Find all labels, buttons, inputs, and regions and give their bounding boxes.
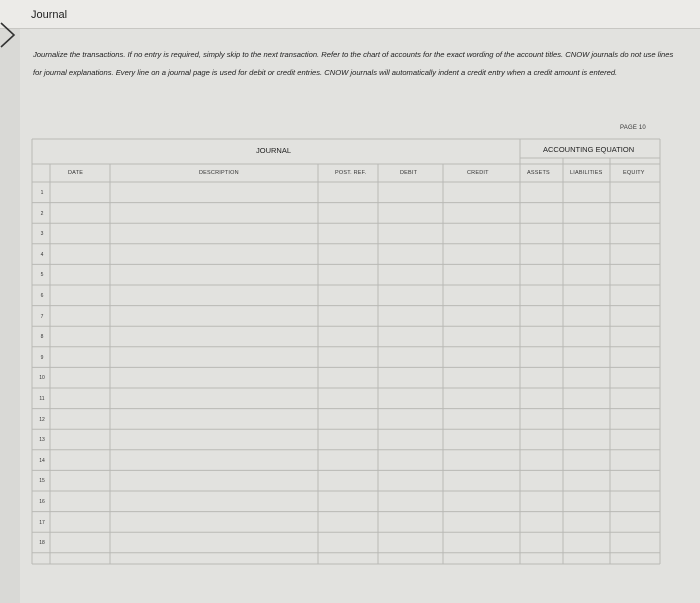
column-header-equity: EQUITY: [623, 170, 645, 176]
page-title: Journal: [31, 9, 68, 21]
liabilities-cell[interactable]: [565, 328, 608, 345]
post-ref-cell[interactable]: [320, 390, 376, 407]
description-cell[interactable]: [112, 266, 316, 283]
liabilities-cell[interactable]: [565, 308, 608, 325]
instructions-text: Journalize the transactions. If no entry is required, simply skip to the next transaction. Refer to the chart of accounts for the exact wording of the account titles. CNOW journals do not use lines for journal explanations. Every line on a journal page is used for debit or credit entries. CNOW journals will automatically indent a credit entry when a credit amount is entered.: [33, 50, 674, 77]
equity-cell[interactable]: [612, 411, 658, 428]
credit-cell[interactable]: [445, 205, 518, 222]
description-cell[interactable]: [112, 534, 316, 551]
post-ref-cell[interactable]: [320, 452, 376, 469]
credit-cell[interactable]: [445, 411, 518, 428]
post-ref-cell[interactable]: [320, 184, 376, 201]
date-cell[interactable]: [52, 472, 108, 489]
assets-cell[interactable]: [522, 308, 561, 325]
assets-cell[interactable]: [522, 246, 561, 263]
credit-cell[interactable]: [445, 308, 518, 325]
debit-cell[interactable]: [380, 246, 441, 263]
description-cell[interactable]: [112, 225, 316, 242]
column-header-credit: CREDIT: [467, 170, 489, 176]
assets-cell[interactable]: [522, 328, 561, 345]
post-ref-cell[interactable]: [320, 369, 376, 386]
accounting-equation-title: ACCOUNTING EQUATION: [543, 145, 635, 154]
description-cell[interactable]: [112, 287, 316, 304]
debit-cell[interactable]: [380, 369, 441, 386]
equity-cell[interactable]: [612, 493, 658, 510]
equity-cell[interactable]: [612, 184, 658, 201]
assets-cell[interactable]: [522, 266, 561, 283]
assets-cell[interactable]: [522, 493, 561, 510]
debit-cell[interactable]: [380, 390, 441, 407]
liabilities-cell[interactable]: [565, 205, 608, 222]
post-ref-cell[interactable]: [320, 287, 376, 304]
equity-cell[interactable]: [612, 514, 658, 531]
row-number: 9: [40, 354, 44, 361]
description-cell[interactable]: [112, 472, 316, 489]
row-number: 6: [40, 293, 44, 299]
debit-cell[interactable]: [380, 349, 441, 366]
debit-cell[interactable]: [380, 452, 441, 469]
credit-cell[interactable]: [445, 493, 518, 510]
description-cell[interactable]: [112, 205, 316, 222]
debit-cell[interactable]: [380, 287, 441, 304]
description-cell[interactable]: [112, 411, 316, 428]
assets-cell[interactable]: [522, 184, 561, 201]
equity-cell[interactable]: [612, 287, 658, 304]
equity-cell[interactable]: [612, 534, 658, 551]
row-number: 3: [40, 231, 44, 238]
date-cell[interactable]: [52, 184, 108, 201]
liabilities-cell[interactable]: [565, 514, 608, 531]
date-cell[interactable]: [52, 431, 108, 448]
post-ref-cell[interactable]: [320, 349, 376, 366]
liabilities-cell[interactable]: [565, 184, 608, 201]
description-cell[interactable]: [112, 390, 316, 407]
credit-cell[interactable]: [445, 472, 518, 489]
date-cell[interactable]: [52, 246, 108, 263]
assets-cell[interactable]: [522, 514, 561, 531]
date-cell[interactable]: [52, 390, 108, 407]
equity-cell[interactable]: [612, 390, 658, 407]
debit-cell[interactable]: [380, 431, 441, 448]
post-ref-cell[interactable]: [320, 431, 376, 448]
debit-cell[interactable]: [380, 205, 441, 222]
credit-cell[interactable]: [445, 452, 518, 469]
equity-cell[interactable]: [612, 246, 658, 263]
credit-cell[interactable]: [445, 431, 518, 448]
assets-cell[interactable]: [522, 205, 561, 222]
date-cell[interactable]: [52, 514, 108, 531]
liabilities-cell[interactable]: [565, 472, 608, 489]
row-number: 2: [40, 210, 44, 217]
post-ref-cell[interactable]: [320, 493, 376, 510]
row-number: 10: [39, 375, 45, 382]
date-cell[interactable]: [52, 266, 108, 283]
equity-cell[interactable]: [612, 452, 658, 469]
debit-cell[interactable]: [380, 411, 441, 428]
date-cell[interactable]: [52, 452, 108, 469]
assets-cell[interactable]: [522, 349, 561, 366]
date-cell[interactable]: [52, 534, 108, 551]
liabilities-cell[interactable]: [565, 349, 608, 366]
post-ref-cell[interactable]: [320, 308, 376, 325]
assets-cell[interactable]: [522, 287, 561, 304]
column-header-debit: DEBIT: [400, 170, 418, 176]
row-number: 7: [40, 313, 44, 320]
date-cell[interactable]: [52, 493, 108, 510]
row-number: 14: [39, 457, 45, 464]
row-number: 15: [39, 478, 45, 485]
page-label: PAGE 10: [620, 125, 646, 131]
description-cell[interactable]: [112, 369, 316, 386]
liabilities-cell[interactable]: [565, 369, 608, 386]
debit-cell[interactable]: [380, 472, 441, 489]
row-number: 13: [39, 437, 45, 444]
date-cell[interactable]: [52, 225, 108, 242]
credit-cell[interactable]: [445, 369, 518, 386]
description-cell[interactable]: [112, 349, 316, 366]
assets-cell[interactable]: [522, 472, 561, 489]
credit-cell[interactable]: [445, 184, 518, 201]
equity-cell[interactable]: [612, 225, 658, 242]
post-ref-cell[interactable]: [320, 266, 376, 283]
credit-cell[interactable]: [445, 287, 518, 304]
row-number: 11: [39, 396, 45, 402]
date-cell[interactable]: [52, 328, 108, 345]
liabilities-cell[interactable]: [565, 266, 608, 283]
description-cell[interactable]: [112, 246, 316, 263]
liabilities-cell[interactable]: [565, 452, 608, 469]
debit-cell[interactable]: [380, 225, 441, 242]
date-cell[interactable]: [52, 308, 108, 325]
liabilities-cell[interactable]: [565, 246, 608, 263]
liabilities-cell[interactable]: [565, 534, 608, 551]
description-cell[interactable]: [112, 308, 316, 325]
liabilities-cell[interactable]: [565, 431, 608, 448]
row-number: 17: [39, 519, 45, 526]
post-ref-cell[interactable]: [320, 246, 376, 263]
credit-cell[interactable]: [445, 390, 518, 407]
liabilities-cell[interactable]: [565, 493, 608, 510]
assets-cell[interactable]: [522, 225, 561, 242]
description-cell[interactable]: [112, 431, 316, 448]
liabilities-cell[interactable]: [565, 390, 608, 407]
column-header-liabilities: LIABILITIES: [570, 170, 603, 176]
credit-cell[interactable]: [445, 246, 518, 263]
description-cell[interactable]: [112, 493, 316, 510]
debit-cell[interactable]: [380, 534, 441, 551]
assets-cell[interactable]: [522, 534, 561, 551]
row-number: 8: [40, 334, 44, 341]
credit-cell[interactable]: [445, 349, 518, 366]
description-cell[interactable]: [112, 452, 316, 469]
equity-cell[interactable]: [612, 266, 658, 283]
row-number: 4: [40, 251, 44, 258]
row-number: 12: [39, 416, 45, 423]
credit-cell[interactable]: [445, 266, 518, 283]
assets-cell[interactable]: [522, 431, 561, 448]
row-number: 5: [40, 272, 44, 279]
debit-cell[interactable]: [380, 266, 441, 283]
description-cell[interactable]: [112, 328, 316, 345]
assets-cell[interactable]: [522, 452, 561, 469]
column-header-description: DESCRIPTION: [199, 170, 239, 176]
date-cell[interactable]: [52, 287, 108, 304]
post-ref-cell[interactable]: [320, 205, 376, 222]
row-number: 1: [40, 190, 44, 196]
description-cell[interactable]: [112, 184, 316, 201]
journal-title: JOURNAL: [256, 146, 292, 155]
liabilities-cell[interactable]: [565, 287, 608, 304]
equity-cell[interactable]: [612, 308, 658, 325]
debit-cell[interactable]: [380, 514, 441, 531]
column-header-assets: ASSETS: [527, 170, 550, 176]
date-cell[interactable]: [52, 411, 108, 428]
debit-cell[interactable]: [380, 328, 441, 345]
equity-cell[interactable]: [612, 328, 658, 345]
column-header-post-ref: POST. REF.: [335, 170, 367, 176]
equity-cell[interactable]: [612, 472, 658, 489]
credit-cell[interactable]: [445, 514, 518, 531]
date-cell[interactable]: [52, 205, 108, 222]
credit-cell[interactable]: [445, 328, 518, 345]
description-cell[interactable]: [112, 514, 316, 531]
post-ref-cell[interactable]: [320, 472, 376, 489]
debit-cell[interactable]: [380, 308, 441, 325]
assets-cell[interactable]: [522, 390, 561, 407]
row-number: 18: [39, 540, 45, 547]
post-ref-cell[interactable]: [320, 328, 376, 345]
assets-cell[interactable]: [522, 411, 561, 428]
debit-cell[interactable]: [380, 493, 441, 510]
post-ref-cell[interactable]: [320, 411, 376, 428]
date-cell[interactable]: [52, 349, 108, 366]
credit-cell[interactable]: [445, 225, 518, 242]
equity-cell[interactable]: [612, 349, 658, 366]
date-cell[interactable]: [52, 369, 108, 386]
column-header-date: DATE: [68, 170, 84, 176]
credit-cell[interactable]: [445, 534, 518, 551]
debit-cell[interactable]: [380, 184, 441, 201]
equity-cell[interactable]: [612, 205, 658, 222]
liabilities-cell[interactable]: [565, 411, 608, 428]
liabilities-cell[interactable]: [565, 225, 608, 242]
equity-cell[interactable]: [612, 369, 658, 386]
post-ref-cell[interactable]: [320, 534, 376, 551]
post-ref-cell[interactable]: [320, 225, 376, 242]
assets-cell[interactable]: [522, 369, 561, 386]
row-number: 16: [39, 499, 45, 505]
equity-cell[interactable]: [612, 431, 658, 448]
post-ref-cell[interactable]: [320, 514, 376, 531]
